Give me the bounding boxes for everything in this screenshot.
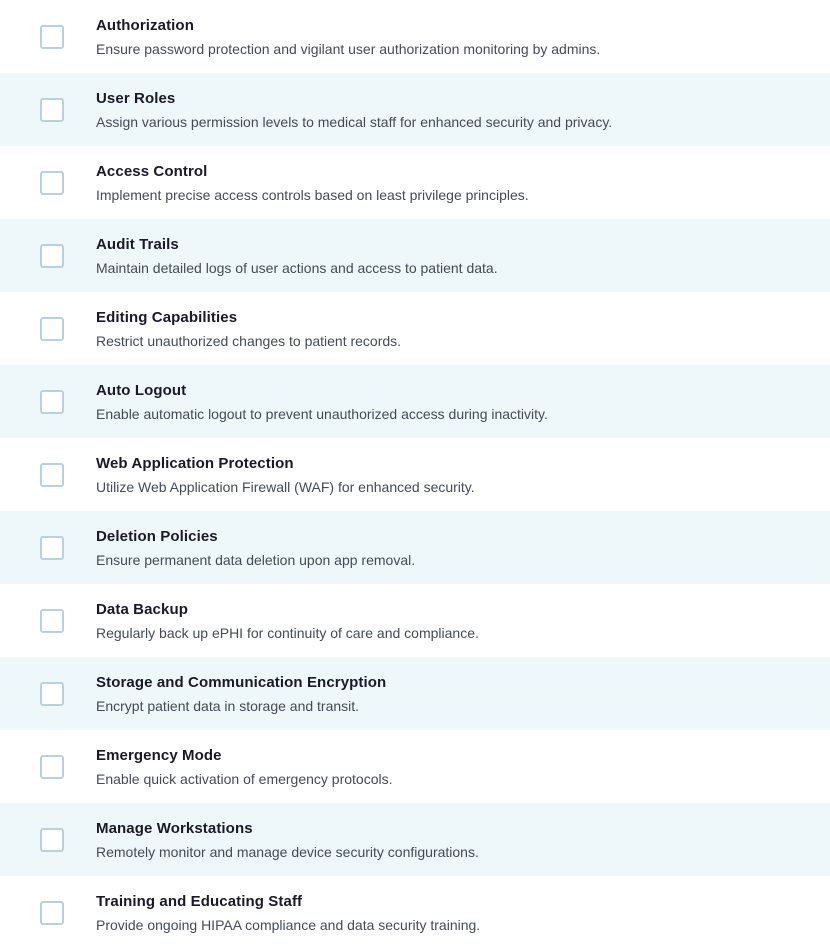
- item-title: Audit Trails: [96, 235, 179, 253]
- item-description: Ensure password protection and vigilant user authorization monitoring by admins.: [96, 40, 601, 57]
- item-text: [96, 89, 830, 131]
- item-description: Provide ongoing HIPAA compliance and data security training.: [96, 916, 481, 933]
- checklist-item: [0, 73, 830, 146]
- checkbox-unchecked[interactable]: [40, 25, 64, 49]
- item-description: Remotely monitor and manage device security configurations.: [96, 843, 479, 860]
- item-text: [96, 600, 830, 642]
- checklist-item: [0, 438, 830, 511]
- checklist-item: [0, 730, 830, 803]
- item-text: [96, 308, 830, 350]
- item-text: [96, 454, 830, 496]
- item-text: [96, 892, 830, 934]
- checkbox-unchecked[interactable]: [40, 98, 64, 122]
- item-text: [96, 162, 830, 204]
- checklist-item: [0, 803, 830, 876]
- checkbox-unchecked[interactable]: [40, 390, 64, 414]
- item-title: Auto Logout: [96, 381, 187, 399]
- item-title: Data Backup: [96, 600, 188, 618]
- checklist-item: [0, 365, 830, 438]
- checkbox-unchecked[interactable]: [40, 317, 64, 341]
- checkbox-unchecked[interactable]: [40, 755, 64, 779]
- item-text: [96, 235, 830, 277]
- item-description: Encrypt patient data in storage and transit.: [96, 697, 360, 714]
- item-title: Storage and Communication Encryption: [96, 673, 387, 691]
- checkbox-unchecked[interactable]: [40, 244, 64, 268]
- checklist-item: [0, 146, 830, 219]
- item-description: Utilize Web Application Firewall (WAF) for enhanced security.: [96, 478, 475, 495]
- item-description: Maintain detailed logs of user actions and access to patient data.: [96, 259, 498, 276]
- item-title: Editing Capabilities: [96, 308, 238, 326]
- item-title: Training and Educating Staff: [96, 892, 303, 910]
- item-description: Ensure permanent data deletion upon app removal.: [96, 551, 416, 568]
- item-description: Implement precise access controls based on least privilege principles.: [96, 186, 529, 203]
- item-text: [96, 16, 830, 58]
- checklist-item: [0, 657, 830, 730]
- checklist-item: [0, 584, 830, 657]
- item-description: Enable automatic logout to prevent unauthorized access during inactivity.: [96, 405, 548, 422]
- checklist-item: [0, 219, 830, 292]
- checkbox-unchecked[interactable]: [40, 536, 64, 560]
- item-title: Emergency Mode: [96, 746, 222, 764]
- item-description: Restrict unauthorized changes to patient records.: [96, 332, 402, 349]
- item-title: User Roles: [96, 89, 176, 107]
- checkbox-unchecked[interactable]: [40, 828, 64, 852]
- checkbox-unchecked[interactable]: [40, 609, 64, 633]
- checklist-item: [0, 511, 830, 584]
- item-description: Enable quick activation of emergency protocols.: [96, 770, 393, 787]
- checklist-item: [0, 876, 830, 949]
- item-text: [96, 819, 830, 861]
- item-title: Manage Workstations: [96, 819, 253, 837]
- checklist-item: [0, 0, 830, 73]
- checkbox-unchecked[interactable]: [40, 682, 64, 706]
- item-title: Access Control: [96, 162, 208, 180]
- item-title: Deletion Policies: [96, 527, 218, 545]
- item-description: Assign various permission levels to medical staff for enhanced security and privacy.: [96, 113, 613, 130]
- item-title: Web Application Protection: [96, 454, 294, 472]
- item-text: [96, 673, 830, 715]
- checkbox-unchecked[interactable]: [40, 463, 64, 487]
- checklist-item: [0, 292, 830, 365]
- item-description: Regularly back up ePHI for continuity of care and compliance.: [96, 624, 479, 641]
- checkbox-unchecked[interactable]: [40, 901, 64, 925]
- item-title: Authorization: [96, 16, 194, 34]
- item-text: [96, 746, 830, 788]
- item-text: [96, 527, 830, 569]
- checkbox-unchecked[interactable]: [40, 171, 64, 195]
- item-text: [96, 381, 830, 423]
